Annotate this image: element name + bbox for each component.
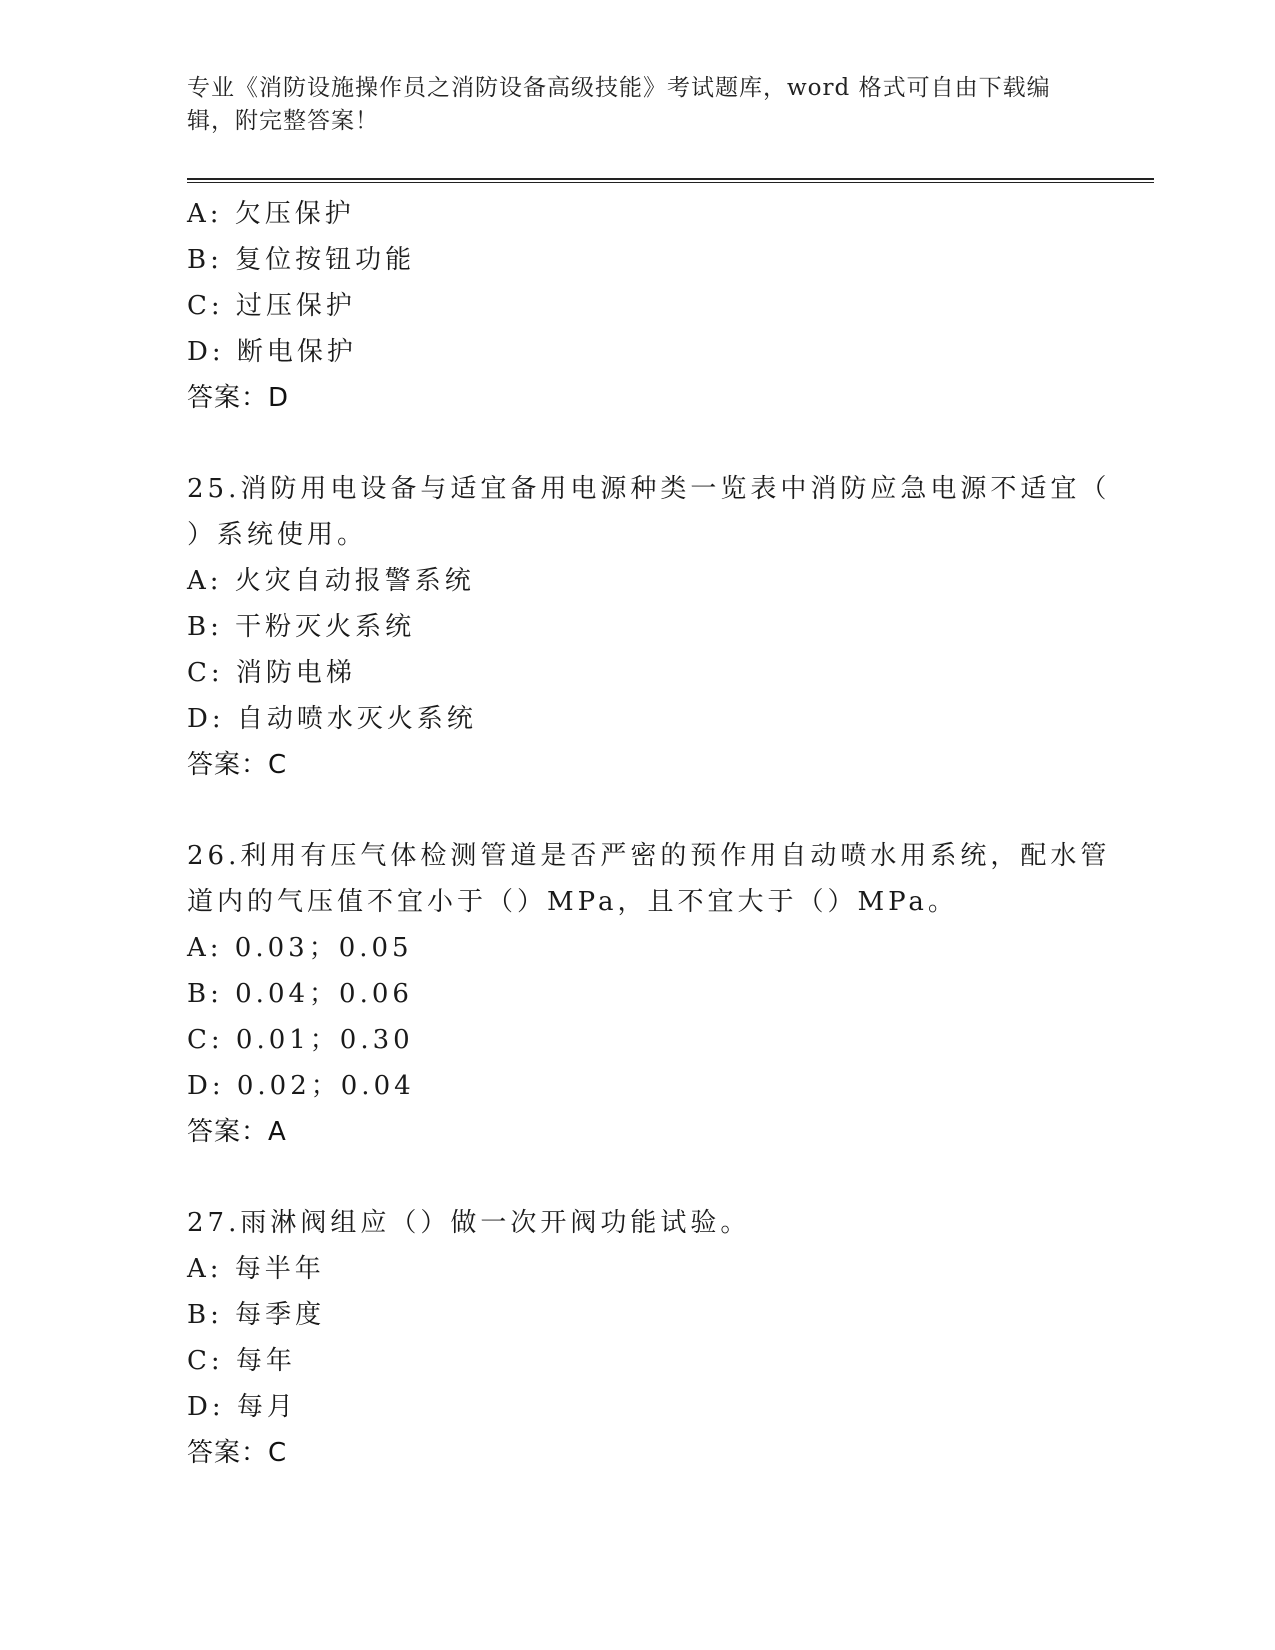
- question-list: [187, 191, 1111, 1476]
- answer-line: 答案：C: [187, 750, 288, 780]
- question-stem-line: 25.消防用电设备与适宜备用电源种类一览表中消防应急电源不适宜（: [187, 474, 1111, 504]
- question-block-26: [187, 833, 1111, 1155]
- option-c: C: 每年: [187, 1346, 296, 1376]
- document-header: [187, 72, 1087, 138]
- option-c: C: 过压保护: [187, 291, 356, 321]
- question-block-27: [187, 1200, 1087, 1476]
- question-stem-line: 26.利用有压气体检测管道是否严密的预作用自动喷水用系统，配水管: [187, 841, 1111, 871]
- option-b: B: 每季度: [187, 1300, 326, 1330]
- option-d: D: 自动喷水灭火系统: [187, 704, 477, 734]
- option-b: B: 干粉灭火系统: [187, 612, 416, 642]
- option-d: D: 0.02；0.04: [187, 1071, 415, 1101]
- question-block-24: [187, 191, 1087, 421]
- option-d: D: 每月: [187, 1392, 297, 1422]
- option-b: B: 复位按钮功能: [187, 245, 416, 275]
- option-d: D: 断电保护: [187, 337, 357, 367]
- header-line-2: 辑，附完整答案！: [187, 108, 379, 134]
- option-c: C: 0.01；0.30: [187, 1025, 414, 1055]
- answer-line: 答案：C: [187, 1438, 288, 1468]
- option-a: A: 每半年: [187, 1254, 325, 1284]
- header-line-1: 专业《消防设施操作员之消防设备高级技能》考试题库，word 格式可自由下载编: [187, 75, 1051, 101]
- answer-line: 答案：A: [187, 1117, 287, 1147]
- option-a: A: 0.03；0.05: [187, 933, 413, 963]
- option-c: C: 消防电梯: [187, 658, 356, 688]
- option-b: B: 0.04；0.06: [187, 979, 413, 1009]
- option-a: A: 欠压保护: [187, 199, 355, 229]
- question-stem-line: 道内的气压值不宜小于（）MPa，且不宜大于（）MPa。: [187, 887, 958, 917]
- question-block-25: [187, 466, 1111, 788]
- header-divider: [187, 178, 1154, 183]
- answer-line: 答案：D: [187, 383, 290, 413]
- question-stem-line: ）系统使用。: [187, 520, 368, 550]
- question-stem-line: 27.雨淋阀组应（）做一次开阀功能试验。: [187, 1208, 751, 1238]
- option-a: A: 火灾自动报警系统: [187, 566, 475, 596]
